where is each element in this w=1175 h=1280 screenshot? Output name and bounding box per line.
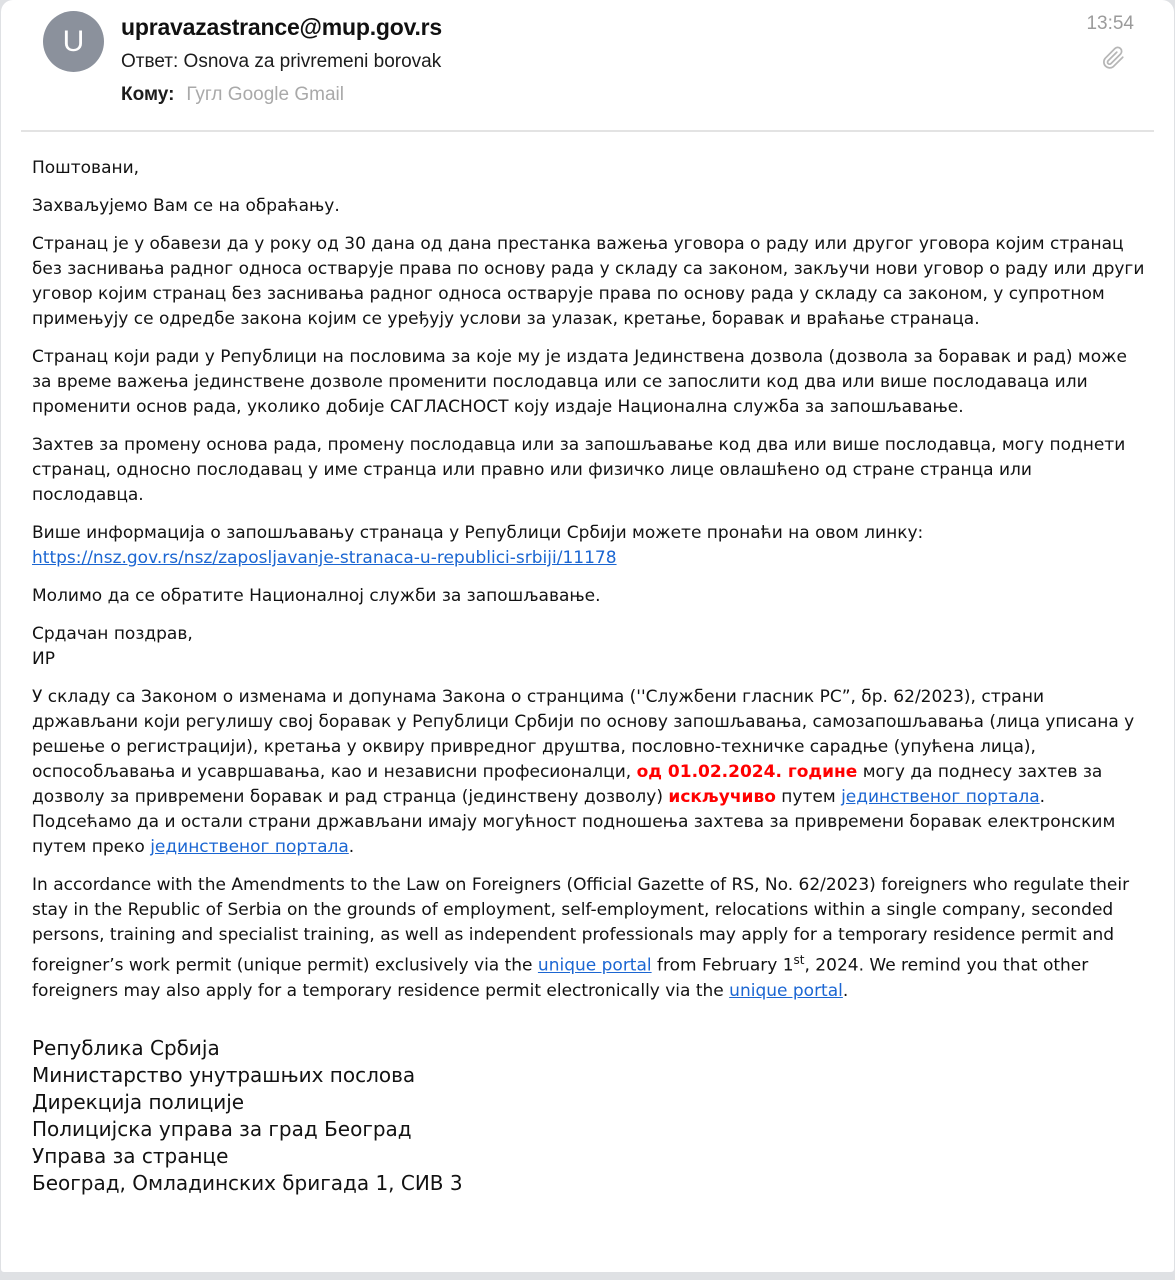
received-time: 13:54 (1086, 13, 1134, 34)
body-text: , 2024. We remind you that other foreigners may also apply for a temporary residence permit electronically via the (32, 955, 1089, 1001)
inline-link[interactable]: unique portal (537, 955, 652, 976)
paragraph-law-amendment (32, 685, 1146, 810)
email-header (1, 0, 1174, 132)
sender-address: upravazastrance@mup.gov.rs (121, 14, 443, 40)
to-value: Гугл Google Gmail (186, 84, 344, 105)
email-body (1, 132, 1174, 1197)
signature-line: Управа за странце (32, 1143, 229, 1168)
superscript-text: st (793, 953, 805, 967)
avatar-letter: U (62, 24, 85, 58)
paragraph-contract-rule: Странац је у обавези да у року од 30 дана од дана престанка важења уговора о раду или другог уговора којим странац без заснивања радног односа остварује права по основу рада у складу са законом, закључи нови уговор о раду или други уговор којим странац без заснивања радног односа остварује права по основу рада у складу са законом, у супротном примењују се одредбе закона којим се уређују услови за улазак, кретање, боравак и враћање странаца. (32, 234, 1145, 329)
body-text: Више информација о запошљавању странаца у Републици Србији можете пронаћи на овом линку: (32, 523, 924, 543)
body-text: . (348, 837, 355, 857)
header-text (121, 11, 994, 108)
inline-link[interactable]: јединственог портала (150, 837, 349, 857)
body-text: . (842, 980, 849, 1001)
paragraph-thanks: Захваљујемо Вам се на обраћању. (32, 196, 340, 216)
signature-line: Република Србија (32, 1035, 220, 1060)
signature-block (32, 1035, 1146, 1197)
signature-line: Дирекција полиције (32, 1089, 245, 1114)
body-text: У складу са Законом о изменама и допунама Закона о странцима (''Службени гласник РС”, бр. 62/2023), страни држављани који регулишу свој боравак у Републици Србији по основу запошљавања, самозапошљавања (лица уписана у решење о регистрацији), кретања у оквиру привредног друштва, пословно-техничке сарадње (упућена лица), оспособљавања и усавршавања, као и независни професионалци, (32, 687, 1135, 782)
paperclip-icon (1100, 44, 1126, 70)
body-text: путем (775, 787, 842, 807)
paragraph-initials: ИР (32, 649, 55, 669)
inline-link[interactable]: https://nsz.gov.rs/nsz/zaposljavanje-stranaca-u-republici-srbiji/11178 (32, 548, 617, 568)
paragraph-more-info (32, 521, 1146, 571)
signature-line: Министарство унутрашњих послова (32, 1062, 416, 1087)
highlighted-red-text: од 01.02.2024. године (636, 762, 858, 782)
sender-avatar (43, 11, 104, 72)
paragraph-please-contact: Молимо да се обратите Националној служби за запошљавање. (32, 586, 601, 606)
inline-link[interactable]: unique portal (729, 980, 843, 1001)
paragraph-request: Захтев за промену основа рада, промену послодавца или за запошљавање код два или више послодавца, могу поднети странац, односно послодавац у име странца или правно или физичко лице овлашћено од стране странца или послодавца. (32, 435, 1126, 505)
paragraph-english (32, 873, 1146, 1004)
signature-line: Београд, Омладинских бригада 1, СИВ 3 (32, 1170, 463, 1195)
paragraph-reminder (32, 810, 1146, 860)
body-text: In accordance with the Amendments to the Law on Foreigners (Official Gazette of RS, No. 62/2023) foreigners who regulate their stay in the Republic of Serbia on the grounds of employment, self-employment, relocations within a single company, seconded persons, training and specialist training, as well as independent professionals may apply for a temporary residence permit and foreigner’s work permit (unique permit) exclusively via the (32, 875, 1130, 976)
subject-line: Ответ: Osnova za privremeni borovak (121, 51, 442, 72)
header-separator (21, 130, 1154, 132)
inline-link[interactable]: јединственог портала (841, 787, 1040, 807)
recipient-row (121, 82, 994, 108)
to-label: Кому: (121, 84, 175, 105)
signature-line: Полицијска управа за град Београд (32, 1116, 412, 1141)
body-text: from February 1 (651, 955, 794, 976)
body-text: . (1039, 787, 1046, 807)
paragraph-closing: Срдачан поздрав, (32, 624, 193, 644)
body-text: Подсећамо да и остали страни држављани имају могућност подношења захтева за привремени боравак електронским путем преко (32, 812, 1116, 857)
email-message-pane (1, 0, 1174, 1272)
body-text: могу да поднесу захтев за дозволу за привремени боравак и рад странца (јединствену дозволу) (32, 762, 1103, 807)
highlighted-red-text: искључиво (668, 787, 776, 807)
paragraph-unique-permit: Странац који ради у Републици на пословима за које му је издата Јединствена дозвола (дозвола за боравак и рад) може за време важења јединствене дозволе променити послодавца или се запослити код два или више послодаваца или променити основ рада, уколико добије САГЛАСНОСТ коју издаје Национална служба за запошљавање. (32, 347, 1127, 417)
paragraph-greeting: Поштовани, (32, 158, 140, 178)
